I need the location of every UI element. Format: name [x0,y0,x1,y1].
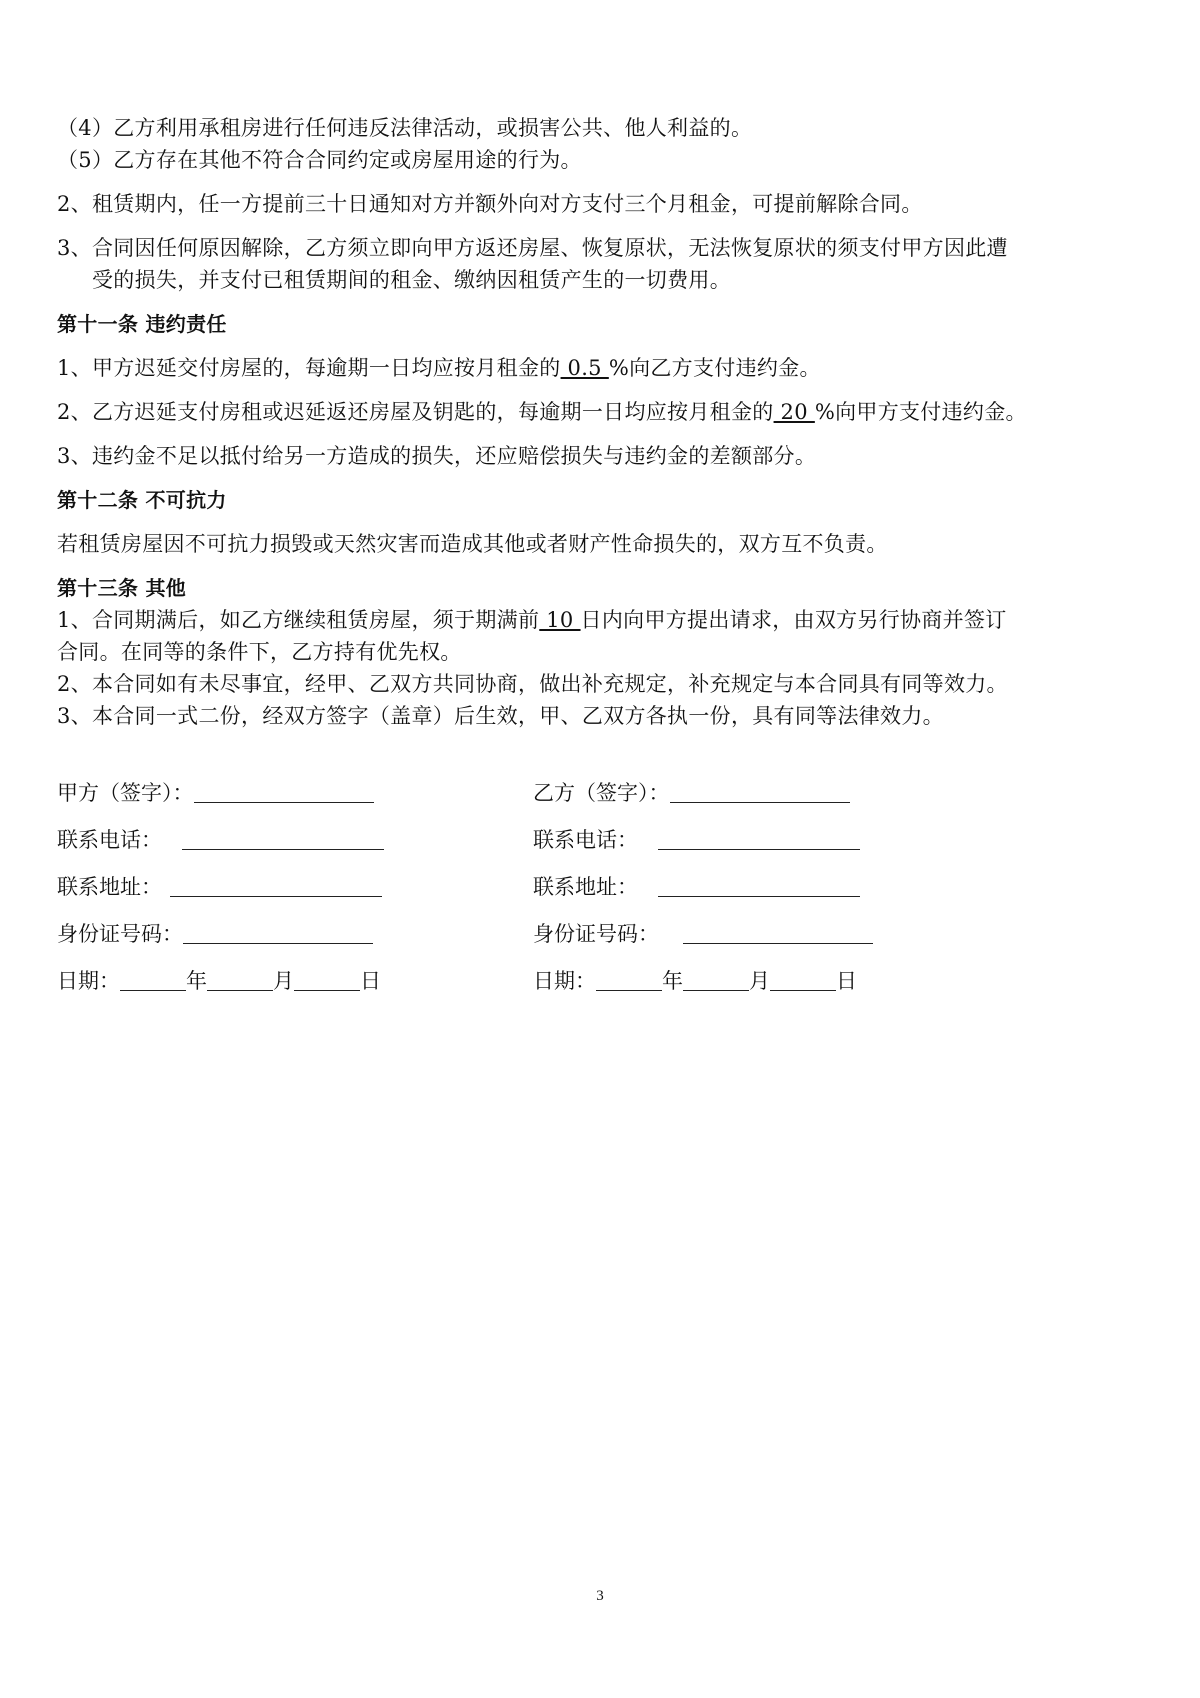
party-a-address-row [57,872,382,902]
party-a-month-field[interactable] [207,968,273,991]
clause13-paragraph-3: 3、本合同一式二份，经双方签字（盖章）后生效，甲、乙双方各执一份，具有同等法律效力。 [57,704,944,728]
party-a-address-label: 联系地址： [57,875,162,899]
party-a-id-field[interactable] [183,921,373,944]
party-a-day-field[interactable] [294,968,360,991]
party-b-year-label: 年 [662,969,683,993]
party-a-phone-row [57,825,384,855]
party-b-day-label: 日 [836,969,857,993]
clause12-heading: 第十二条 不可抗力 [57,488,227,512]
clause13-heading: 第十三条 其他 [57,576,187,600]
party-b-id-row [533,919,873,949]
clause11-p2-suffix: %向甲方支付违约金。 [814,400,1027,424]
party-b-phone-label: 联系电话： [533,828,638,852]
party-b-date-row [533,966,857,996]
clause13-paragraph-2: 2、本合同如有未尽事宜，经甲、乙双方共同协商，做出补充规定，补充规定与本合同具有同等效力。 [57,672,1008,696]
clause13-p1-suffix: 日内向甲方提出请求，由双方另行协商并签订 [580,608,1007,632]
clause11-paragraph-3: 3、违约金不足以抵付给另一方造成的损失，还应赔偿损失与违约金的差额部分。 [57,444,817,468]
clause13-paragraph-1-line2: 合同。在同等的条件下，乙方持有优先权。 [57,640,462,664]
clause10-paragraph-2: 2、租赁期内，任一方提前三十日通知对方并额外向对方支付三个月租金，可提前解除合同。 [57,192,923,216]
party-b-address-row [533,872,860,902]
clause11-p2-text: 2、乙方迟延支付房租或迟延返还房屋及钥匙的，每逾期一日均应按月租金的 [57,400,774,424]
party-a-date-label: 日期： [57,969,120,993]
clause11-heading: 第十一条 违约责任 [57,312,227,336]
clause11-paragraph-2 [57,397,1027,427]
clause11-p1-text: 1、甲方迟延交付房屋的，每逾期一日均应按月租金的 [57,356,561,380]
party-b-phone-row [533,825,860,855]
party-a-day-label: 日 [360,969,381,993]
party-a-phone-field[interactable] [182,827,384,850]
party-b-sign-row [533,778,850,808]
party-a-id-label: 身份证号码： [57,922,183,946]
clause10-paragraph-3-line2: 受的损失，并支付已租赁期间的租金、缴纳因租赁产生的一切费用。 [92,268,731,292]
page-number: 3 [596,1588,604,1604]
clause10-paragraph-3-line1: 3、合同因任何原因解除，乙方须立即向甲方返还房屋、恢复原状，无法恢复原状的须支付甲方因此遭 [57,236,1008,260]
party-b-sign-field[interactable] [670,780,850,803]
party-a-id-row [57,919,373,949]
party-b-address-field[interactable] [658,874,860,897]
clause12-paragraph-1: 若租赁房屋因不可抗力损毁或天然灾害而造成其他或者财产性命损失的，双方互不负责。 [57,532,888,556]
party-a-month-label: 月 [273,969,294,993]
party-b-month-label: 月 [749,969,770,993]
party-b-day-field[interactable] [770,968,836,991]
party-b-phone-field[interactable] [658,827,860,850]
party-a-address-field[interactable] [170,874,382,897]
party-b-id-field[interactable] [683,921,873,944]
renewal-notice-days: 10 [539,608,581,632]
clause11-p1-suffix: %向乙方支付违约金。 [608,356,821,380]
clause11-paragraph-1 [57,353,821,383]
party-b-sign-label: 乙方（签字）： [533,781,670,805]
party-a-date-row [57,966,381,996]
clause10-item5: （5）乙方存在其他不符合合同约定或房屋用途的行为。 [57,148,582,172]
party-b-id-label: 身份证号码： [533,922,659,946]
party-a-sign-row [57,778,374,808]
late-payment-rate: 20 [773,400,815,424]
party-a-sign-field[interactable] [194,780,374,803]
clause13-p1-text: 1、合同期满后，如乙方继续租赁房屋，须于期满前 [57,608,540,632]
party-a-phone-label: 联系电话： [57,828,162,852]
clause10-item4: （4）乙方利用承租房进行任何违反法律活动，或损害公共、他人利益的。 [57,116,753,140]
party-b-date-label: 日期： [533,969,596,993]
party-b-address-label: 联系地址： [533,875,638,899]
party-b-month-field[interactable] [683,968,749,991]
late-delivery-rate: 0.5 [560,356,609,380]
party-b-year-field[interactable] [596,968,662,991]
party-a-year-field[interactable] [120,968,186,991]
clause13-paragraph-1 [57,605,1007,635]
party-a-year-label: 年 [186,969,207,993]
party-a-sign-label: 甲方（签字）： [57,781,194,805]
